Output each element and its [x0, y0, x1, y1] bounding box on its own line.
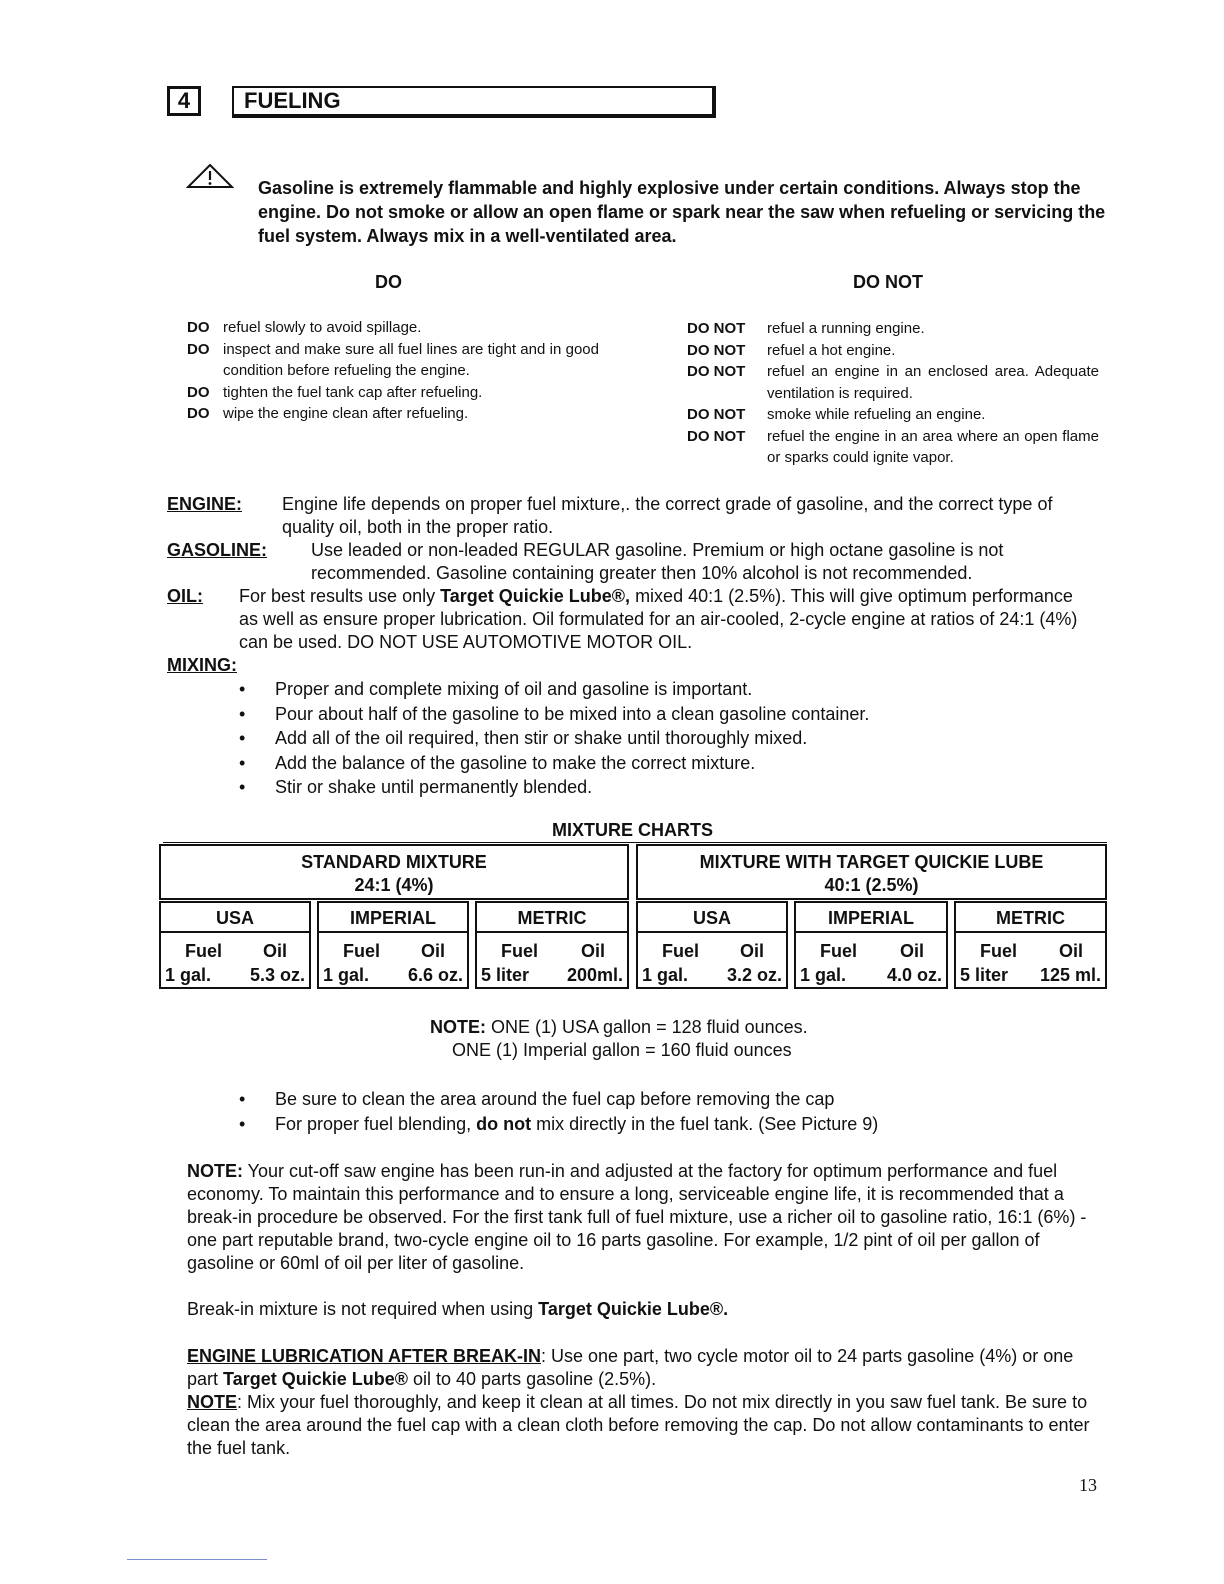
warning-triangle-icon: [186, 163, 234, 194]
do-item: [187, 339, 599, 382]
fuel-label: Fuel: [185, 941, 223, 961]
oil-label: Oil: [739, 941, 764, 961]
fuel-label: Fuel: [662, 941, 700, 961]
lubrication-note-text: : Mix your fuel thoroughly, and keep it clean at all times. Do not mix directly in you saw fuel tank. Be sure to clean the area around the fuel cap with a clean cloth before removing the cap. Do not allow contaminants to enter the fuel tank.: [187, 1392, 1090, 1458]
cell-labels: [481, 939, 623, 963]
cell-labels: [642, 939, 782, 963]
do-not-key: DO NOT: [687, 363, 746, 380]
do-item: [187, 403, 599, 425]
quickie-imperial-cell: [794, 931, 948, 989]
standard-usa-cell: [159, 931, 311, 989]
oil-value: 200ml.: [566, 965, 623, 985]
cell-values: [642, 963, 782, 987]
do-key: DO: [187, 340, 210, 358]
do-item: [187, 382, 599, 404]
fuel-value: 5 liter: [960, 965, 1009, 985]
quickie-imperial-header: IMPERIAL: [794, 901, 948, 933]
do-text: inspect and make sure all fuel lines are tight and in good condition before refueling the engine.: [223, 340, 599, 379]
break-in-not-required: [187, 1298, 1087, 1321]
gallon-note-label: NOTE:: [430, 1017, 486, 1037]
oil-text-before: For best results use only: [239, 586, 441, 606]
engine-label: ENGINE:: [167, 494, 243, 514]
engine-lubrication: [187, 1345, 1097, 1460]
gallon-note-usa: ONE (1) USA gallon = 128 fluid ounces.: [486, 1017, 808, 1037]
standard-mixture-title: STANDARD MIXTURE: [301, 852, 487, 872]
cell-labels: [800, 939, 942, 963]
section-number: 4: [167, 86, 201, 116]
lubrication-brand: Target Quickie Lube®: [223, 1369, 408, 1389]
quickie-mixture-ratio: 40:1 (2.5%): [824, 875, 919, 895]
do-not-heading: DO NOT: [853, 272, 923, 292]
break-in-note-text: Your cut-off saw engine has been run-in and adjusted at the factory for optimum performance and fuel economy. To maintain this performance and to ensure a long, serviceable engine life, it is recommended that a break-in procedure be observed. For the first tank full of fuel mixture, use a richer oil to gasoline ratio, 16:1 (6%) - one part reputable brand, two-cycle engine oil to 16 parts gasoline. For example, 1/2 pint of oil per gallon of gasoline or 60ml of oil per liter of gasoline.: [187, 1161, 1087, 1273]
cell-labels: [323, 939, 463, 963]
break-in-brand: Target Quickie Lube®.: [538, 1299, 729, 1319]
oil-label: OIL:: [167, 586, 203, 606]
cell-values: [165, 963, 305, 987]
mixing-label: MIXING:: [167, 655, 237, 675]
bullet-emphasis: do not: [476, 1113, 532, 1134]
do-key: DO: [187, 405, 210, 422]
gasoline-label: GASOLINE:: [167, 540, 268, 560]
standard-mixture-header: [159, 844, 629, 900]
bullet-text-after: mix directly in the fuel tank. (See Picture 9): [531, 1113, 879, 1134]
quickie-usa-header: USA: [636, 901, 788, 933]
mixing-steps: [239, 677, 1039, 800]
do-not-key: DO NOT: [687, 406, 746, 423]
gasoline-text: Use leaded or non-leaded REGULAR gasoline. Premium or high octane gasoline is not recommended. Gasoline containing greater then 10% alcohol is not recommended.: [311, 540, 1004, 583]
engine-text: Engine life depends on proper fuel mixture,. the correct grade of gasoline, and the correct type of quality oil, both in the proper ratio.: [282, 494, 1053, 537]
list-item: • Pour about half of the gasoline to be mixed into a clean gasoline container.: [239, 702, 1039, 727]
standard-metric-cell: [475, 931, 629, 989]
oil-value: 6.6 oz.: [407, 965, 463, 985]
do-not-key: DO NOT: [687, 320, 746, 337]
list-item: • Add all of the oil required, then stir or shake until thoroughly mixed.: [239, 726, 1039, 751]
do-text: tighten the fuel tank cap after refueling.: [223, 383, 483, 401]
fuel-label: Fuel: [343, 941, 381, 961]
do-not-list: [687, 318, 1099, 469]
do-not-text: refuel a hot engine.: [767, 341, 896, 359]
do-not-key: DO NOT: [687, 341, 746, 359]
list-item: • Stir or shake until permanently blended.: [239, 775, 1039, 800]
lubrication-text-a: : Use one part, two cycle motor oil to 24 parts gasoline (4%) or one part: [187, 1346, 1074, 1389]
list-item: [239, 1112, 1039, 1137]
footer-rule: [127, 1559, 267, 1560]
do-not-item: [687, 404, 1099, 426]
oil-label: Oil: [580, 941, 605, 961]
quickie-mixture-title: MIXTURE WITH TARGET QUICKIE LUBE: [699, 852, 1044, 872]
cell-values: [960, 963, 1101, 987]
standard-imperial-cell: [317, 931, 469, 989]
fuel-value: 1 gal.: [800, 965, 847, 985]
do-not-text: refuel the engine in an area where an open flame or sparks could ignite vapor.: [767, 427, 1099, 466]
cell-labels: [165, 939, 305, 963]
quickie-mixture-header: [636, 844, 1107, 900]
fuel-label: Fuel: [820, 941, 858, 961]
fuel-value: 1 gal.: [642, 965, 689, 985]
do-heading: DO: [375, 272, 402, 292]
oil-value: 5.3 oz.: [249, 965, 305, 985]
break-in-note: [187, 1160, 1087, 1275]
cell-values: [800, 963, 942, 987]
fuel-value: 5 liter: [481, 965, 530, 985]
do-not-item: [687, 361, 1099, 404]
fuel-value: 1 gal.: [165, 965, 212, 985]
fuel-label: Fuel: [980, 941, 1018, 961]
oil-brand: Target Quickie Lube®,: [440, 586, 631, 606]
fuel-label: Fuel: [501, 941, 539, 961]
do-text: wipe the engine clean after refueling.: [223, 405, 469, 422]
gallon-note-line2: ONE (1) Imperial gallon = 160 fluid ounces: [452, 1040, 792, 1060]
oil-value: 3.2 oz.: [726, 965, 782, 985]
page-number: 13: [1079, 1475, 1097, 1495]
do-not-key: DO NOT: [687, 427, 746, 445]
quickie-metric-cell: [954, 931, 1107, 989]
break-in-not-required-text: Break-in mixture is not required when using: [187, 1299, 539, 1319]
do-text: refuel slowly to avoid spillage.: [223, 319, 422, 336]
fuel-value: 1 gal.: [323, 965, 370, 985]
lubrication-note-label: NOTE: [187, 1392, 238, 1412]
do-key: DO: [187, 383, 210, 401]
oil-text-after: mixed 40:1 (2.5%). This will give optimum performance as well as ensure proper lubrication. Oil formulated for an air-cooled, 2-cycle engine at ratios of 24:1 (4%) can be used. DO NOT USE AUTOMOTIVE MOTOR OIL.: [239, 586, 1078, 652]
standard-metric-header: METRIC: [475, 901, 629, 933]
do-key: DO: [187, 319, 210, 336]
do-list: [187, 317, 599, 425]
quickie-metric-header: METRIC: [954, 901, 1107, 933]
list-item: • Be sure to clean the area around the fuel cap before removing the cap: [239, 1087, 1039, 1112]
do-item: [187, 317, 599, 339]
gallon-note-line1: [430, 1016, 808, 1039]
lubrication-text-b: oil to 40 parts gasoline (2.5%).: [408, 1369, 657, 1389]
list-item: • Proper and complete mixing of oil and gasoline is important.: [239, 677, 1039, 702]
lubrication-label: ENGINE LUBRICATION AFTER BREAK-IN: [187, 1346, 541, 1366]
break-in-note-label: NOTE:: [187, 1161, 243, 1181]
do-not-item: [687, 426, 1099, 469]
standard-usa-header: USA: [159, 901, 311, 933]
oil-text: [239, 585, 1079, 654]
do-not-text: smoke while refueling an engine.: [767, 406, 986, 423]
bullet-text-before: For proper fuel blending,: [275, 1113, 477, 1134]
do-not-item: [687, 340, 1099, 362]
oil-value: 125 ml.: [1039, 965, 1101, 985]
section-title: [232, 86, 716, 118]
list-item: • Add the balance of the gasoline to make the correct mixture.: [239, 751, 1039, 776]
oil-value: 4.0 oz.: [886, 965, 942, 985]
do-not-text: refuel an engine in an enclosed area. Adequate ventilation is required.: [767, 363, 1099, 402]
quickie-usa-cell: [636, 931, 788, 989]
warning-text: Gasoline is extremely flammable and highly explosive under certain conditions. Always stop the engine. Do not smoke or allow an open flame or spark near the saw when refueling or servicing the fuel system. Always mix in a well-ventilated area.: [258, 178, 1106, 246]
fuel-cap-bullets: [239, 1087, 1039, 1136]
cell-values: [323, 963, 463, 987]
oil-label: Oil: [899, 941, 924, 961]
cell-labels: [960, 939, 1101, 963]
do-not-item: [687, 318, 1099, 340]
standard-imperial-header: IMPERIAL: [317, 901, 469, 933]
chart-rule: [163, 842, 1107, 843]
cell-values: [481, 963, 623, 987]
section-title-text: FUELING: [244, 88, 341, 113]
standard-mixture-ratio: 24:1 (4%): [354, 875, 434, 895]
oil-label: Oil: [420, 941, 445, 961]
do-not-text: refuel a running engine.: [767, 320, 925, 337]
oil-label: Oil: [1058, 941, 1083, 961]
chart-title: MIXTURE CHARTS: [552, 820, 713, 840]
oil-label: Oil: [262, 941, 287, 961]
